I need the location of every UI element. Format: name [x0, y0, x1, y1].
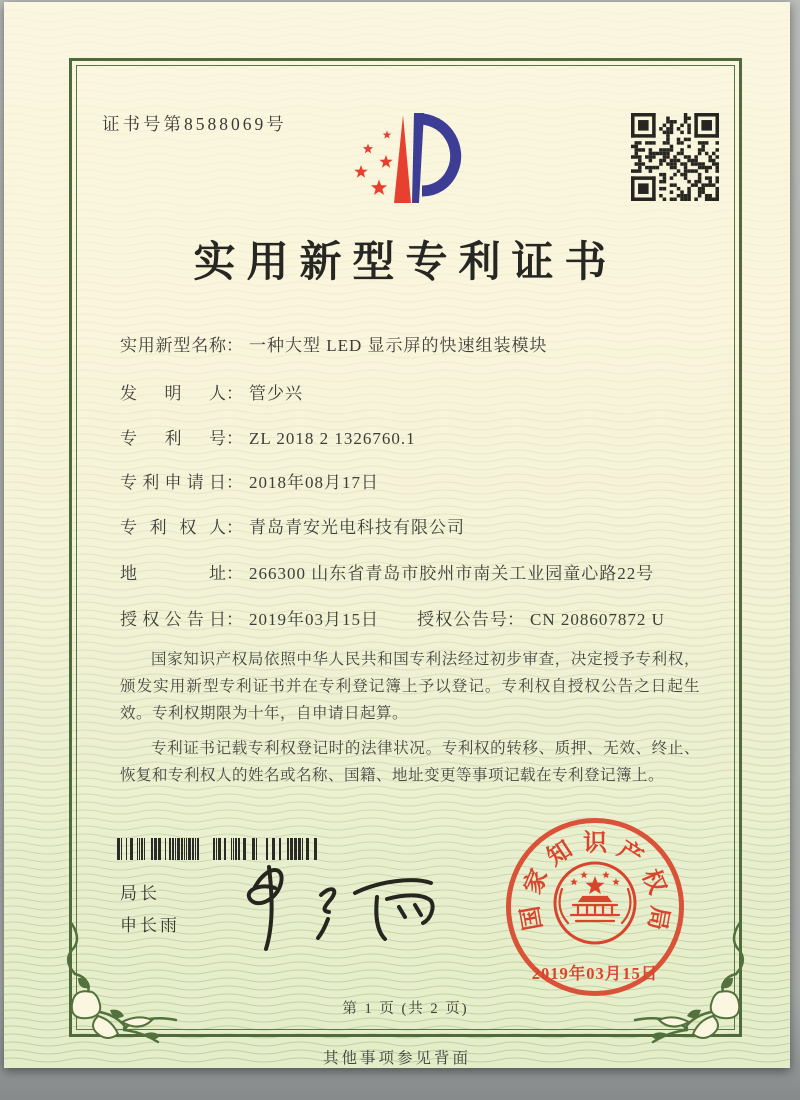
field-label: 发明人 — [120, 384, 226, 403]
field-row-address — [120, 559, 710, 584]
legal-text — [120, 646, 700, 797]
field-value: 一种大型 LED 显示屏的快速组装模块 — [249, 336, 548, 355]
field-row-patent-no — [120, 424, 710, 449]
field-value: 266300 山东省青岛市胶州市南关工业园童心路22号 — [249, 564, 655, 583]
field-colon: ： — [507, 610, 524, 629]
seal-character: 家 — [520, 865, 554, 899]
field-label: 专利号 — [120, 429, 226, 448]
field-colon: ： — [226, 564, 243, 583]
field-row-patentee — [120, 513, 710, 538]
field-label: 专利申请日 — [120, 473, 226, 492]
certificate-number: 证书号第8588069号 — [102, 114, 287, 134]
seal-character: 局 — [642, 903, 673, 933]
officer-name: 申长雨 — [120, 916, 180, 935]
qr-code — [631, 113, 719, 201]
certificate-border-frame — [69, 58, 742, 1037]
corner-ornament-left — [58, 918, 188, 1048]
field-label: 实用新型名称 — [120, 336, 226, 355]
emblem-stars — [570, 871, 620, 894]
field-value: 2018年08月17日 — [249, 473, 379, 492]
signature — [217, 853, 452, 958]
logo-p-bowl — [422, 119, 456, 191]
field-value: 2019年03月15日 — [249, 610, 379, 629]
field-colon: ： — [226, 429, 243, 448]
field-colon: ： — [226, 610, 243, 629]
field-value: 管少兴 — [249, 384, 303, 403]
field-colon: ： — [226, 336, 243, 355]
field-label: 授权公告号 — [417, 610, 507, 629]
field-value: ZL 2018 2 1326760.1 — [249, 429, 416, 448]
field-label: 地址 — [120, 564, 226, 583]
field-value: 青岛青安光电科技有限公司 — [249, 518, 465, 537]
logo-red-wedge — [394, 115, 411, 203]
field-colon: ： — [226, 518, 243, 537]
field-label: 专利权人 — [120, 518, 226, 537]
seal-character: 权 — [636, 865, 670, 899]
certificate-title: 实用新型专利证书 — [193, 240, 618, 286]
field-value: CN 208607872 U — [530, 610, 665, 629]
field-row-name — [120, 331, 710, 356]
field-row-grant — [120, 605, 710, 630]
field-row-inventor — [120, 379, 710, 404]
seal-character: 识 — [583, 830, 607, 857]
officer-title: 局长 — [120, 884, 160, 903]
seal-date: 2019年03月15日 — [531, 964, 659, 983]
emblem-gate — [560, 889, 631, 923]
corner-ornament-right — [623, 918, 753, 1048]
cnipa-logo — [332, 105, 472, 217]
certificate-paper — [4, 2, 790, 1068]
field-grant-no — [417, 605, 665, 630]
page-number: 第 1 页 (共 2 页) — [342, 1001, 469, 1017]
legal-paragraph-2: 专利证书记载专利权登记时的法律状况。专利权的转移、质押、无效、终止、恢复和专利权人的姓名或名称、国籍、地址变更等事项记载在专利登记簿上。 — [120, 740, 700, 784]
field-label: 授权公告日 — [120, 610, 226, 629]
seal-character: 知 — [542, 836, 578, 872]
seal-character: 产 — [612, 836, 648, 872]
legal-paragraph-1: 国家知识产权局依照中华人民共和国专利法经过初步审查，决定授予专利权，颁发实用新型专利证书并在专利登记簿上予以登记。专利权自授权公告之日起生效。专利权期限为十年，自申请日起算。 — [120, 651, 700, 722]
seal-character: 国 — [517, 903, 548, 933]
field-row-filing-date — [120, 468, 710, 493]
footer-note: 其他事项参见背面 — [322, 1050, 471, 1067]
logo-stars — [354, 131, 392, 195]
field-colon: ： — [226, 384, 243, 403]
field-colon: ： — [226, 473, 243, 492]
